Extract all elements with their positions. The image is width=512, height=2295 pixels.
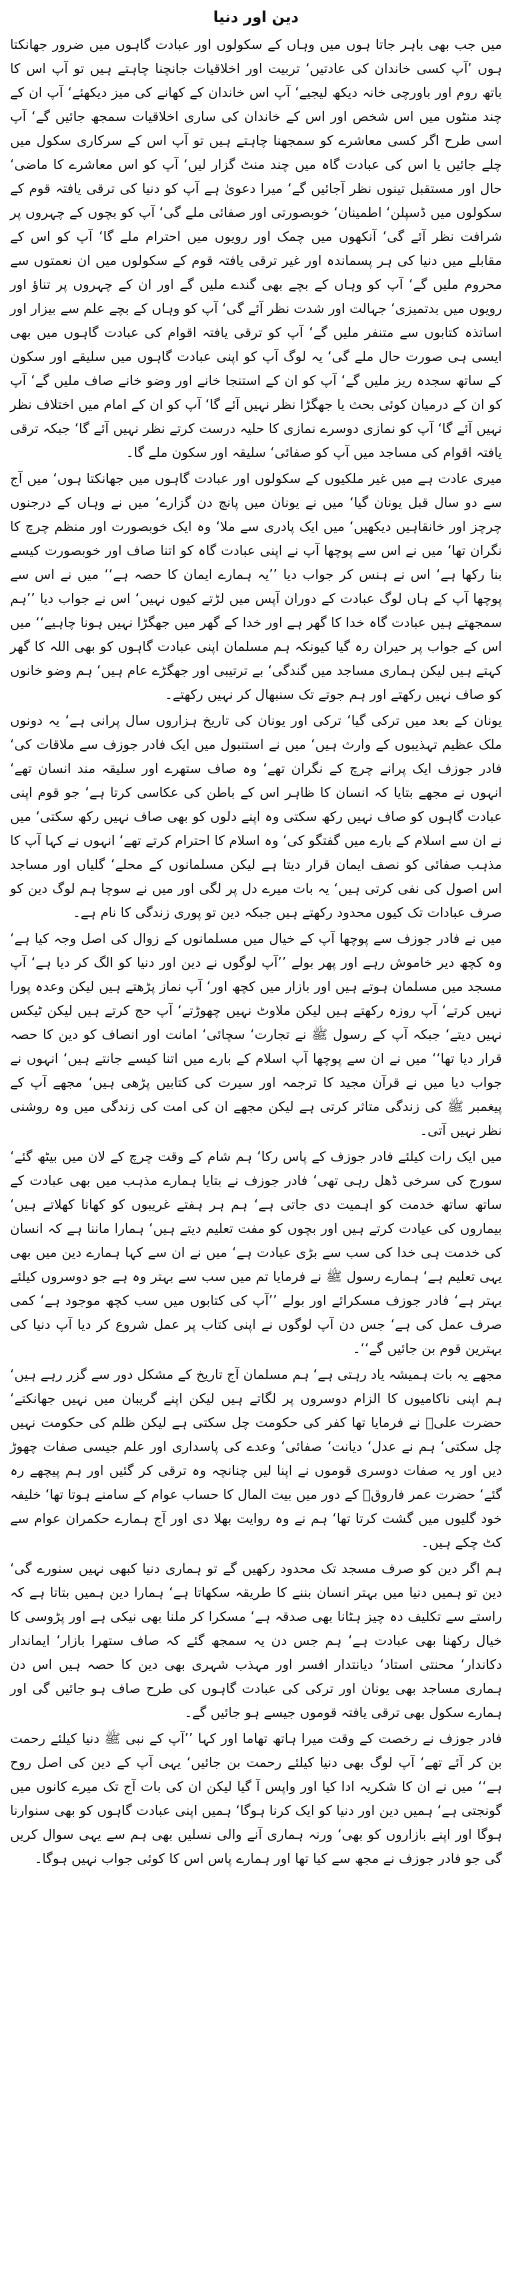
article-paragraph: مجھے یہ بات ہمیشہ یاد رہتی ہے‘ ہم مسلمان آج تاریخ کے مشکل دور سے گزر رہے ہیں‘ ہم اپنی ناکامیوں کا الزام دوسروں پر لگاتے ہیں لیکن اپنے گریبان میں نہیں جھانکتے‘ حضرت علیؓ نے فرمایا تھا کفر کی حکومت چل سکتی ہے لیکن ظلم کی حکومت نہیں چل سکتی‘ ہم نے عدل‘ دیانت‘ صفائی‘ وعدے کی پاسداری اور علم جیسی صفات چھوڑ دیں اور یہ صفات دوسری قوموں نے اپنا لیں چنانچہ وہ ترقی کر گئیں اور ہم پیچھے رہ گئے‘ حضرت عمر فاروقؓ کے دور میں بیت المال کا حساب عوام کے سامنے ہوتا تھا‘ خلیفہ خود گلیوں میں گشت کرتا تھا‘ ہم نے وہ روایت بھلا دی اور آج ہمارے حکمران عوام سے کٹ چکے ہیں۔ (10, 1368, 502, 1551)
article-paragraph: فادر جوزف نے رخصت کے وقت میرا ہاتھ تھاما اور کہا ’’آپ کے نبی ﷺ دنیا کیلئے رحمت بن کر آئے تھے‘ آپ لوگ بھی دنیا کیلئے رحمت بن جائیں‘ یہی آپ کے دین کی اصل روح ہے‘‘ میں نے ان کا شکریہ ادا کیا اور واپس آ گیا لیکن ان کی بات آج تک میرے کانوں میں گونجتی ہے‘ ہمیں دین اور دنیا کو ایک کرنا ہوگا‘ ہمیں اپنی عبادت گاہوں کو بھی سنوارنا ہوگا اور اپنے بازاروں کو بھی‘ ورنہ ہماری آنے والی نسلیں بھی ہم سے یہی سوال کریں گی جو فادر جوزف نے مجھ سے کیا تھا اور ہمارے پاس اس کا کوئی جواب نہیں ہوگا۔ (10, 1732, 502, 1867)
article-paragraph: میں نے فادر جوزف سے پوچھا آپ کے خیال میں مسلمانوں کے زوال کی اصل وجہ کیا ہے‘ وہ کچھ دیر خاموش رہے اور پھر بولے ’’آپ لوگوں نے دین اور دنیا کو الگ کر دیا ہے‘ آپ مسجد میں مسلمان ہوتے ہیں اور بازار میں کچھ اور‘ آپ نماز پڑھتے ہیں لیکن وعدہ پورا نہیں کرتے‘ آپ روزہ رکھتے ہیں لیکن ملاوٹ نہیں چھوڑتے‘ آپ حج کرتے ہیں لیکن ٹیکس نہیں دیتے‘ جبکہ آپ کے رسول ﷺ نے تجارت‘ سچائی‘ امانت اور انصاف کو دین کا حصہ قرار دیا تھا‘‘ میں نے ان سے پوچھا آپ اسلام کے بارے میں اتنا کیسے جانتے ہیں‘ انہوں نے جواب دیا میں نے قرآن مجید کا ترجمہ اور سیرت کی کتابیں پڑھی ہیں‘ مجھے آپ کے پیغمبر ﷺ کی زندگی متاثر کرتی ہے لیکن مجھے ان کی امت کی زندگی میں وہ روشنی نظر نہیں آتی۔ (10, 932, 502, 1139)
article-paragraph: میری عادت ہے میں غیر ملکیوں کے سکولوں اور عبادت گاہوں میں جھانکتا ہوں‘ میں آج سے دو سال قبل یونان گیا‘ میں نے یونان میں پانچ دن گزارے‘ میں نے وہاں کے درجنوں چرچز اور خانقاہیں دیکھیں‘ میں ایک پادری سے ملا‘ وہ ایک خوبصورت اور منظم چرچ کا نگران تھا‘ میں نے اس سے پوچھا آپ نے اپنی عبادت گاہ کو اتنا صاف اور خوبصورت کیسے بنا رکھا ہے‘ اس نے ہنس کر جواب دیا ’’یہ ہمارے ایمان کا حصہ ہے‘‘ میں نے اس سے پوچھا آپ کے ہاں لوگ عبادت کے دوران آپس میں لڑتے کیوں نہیں‘ اس نے جواب دیا ’’ہم سمجھتے ہیں عبادت گاہ خدا کا گھر ہے اور خدا کے گھر میں جھگڑا نہیں ہونا چاہیے‘‘ میں اس کے جواب پر حیران رہ گیا کیونکہ ہم مسلمان اپنی عبادت گاہوں کو بھی اللہ کا گھر کہتے ہیں لیکن ہماری مساجد میں گندگی‘ بے ترتیبی اور جھگڑے عام ہیں‘ ہم وضو خانوں کو صاف نہیں رکھتے اور ہم جوتے تک سنبھال کر نہیں رکھتے۔ (10, 472, 502, 703)
article-paragraph: میں ایک رات کیلئے فادر جوزف کے پاس رکا‘ ہم شام کے وقت چرچ کے لان میں بیٹھ گئے‘ سورج کی سرخی ڈھل رہی تھی‘ فادر جوزف نے بتایا ہمارے مذہب میں بھی عبادت کے ساتھ ساتھ خدمت کو اہمیت دی جاتی ہے‘ ہم ہر ہفتے غریبوں کو کھانا کھلاتے ہیں‘ بیماروں کی عیادت کرتے ہیں اور بچوں کو مفت تعلیم دیتے ہیں‘ ہمارا ماننا ہے کہ انسان کی خدمت ہی خدا کی سب سے بڑی عبادت ہے‘ میں نے ان سے کہا ہمارے دین میں بھی یہی تعلیم ہے‘ ہمارے رسول ﷺ نے فرمایا تم میں سب سے بہتر وہ ہے جو دوسروں کیلئے بہتر ہے‘ فادر جوزف مسکرائے اور بولے ’’آپ کی کتابوں میں سب کچھ موجود ہے‘ کمی صرف عمل کی ہے‘ جس دن آپ لوگوں نے اپنی کتاب پر عمل شروع کر دیا آپ دنیا کی بہترین قوم بن جائیں گے‘‘۔ (10, 1150, 502, 1357)
article-paragraph: میں جب بھی باہر جاتا ہوں میں وہاں کے سکولوں اور عبادت گاہوں میں ضرور جھانکتا ہوں ’آپ کسی خاندان کی عادتیں‘ تربیت اور اخلاقیات جانچنا چاہتے ہیں تو آپ اس کا باتھ روم اور باورچی خانہ دیکھ لیجیے‘ آپ اس خاندان کے کھانے کی میز دیکھئے‘ آپ ان کے چند منٹوں میں اس شخص اور اس کے خاندان کی ساری اخلاقیات سمجھ جائیں گے‘ آپ اسی طرح اگر کسی معاشرے کو سمجھنا چاہتے ہیں تو آپ اس کے سرکاری سکول میں چلے جائیں یا اس کی عبادت گاہ میں چند منٹ گزار لیں‘ آپ کو اس معاشرے کا ماضی‘ حال اور مستقبل تینوں نظر آجائیں گے‘ میرا دعویٰ ہے آپ کو دنیا کی ترقی یافتہ قوم کے سکولوں میں ڈسپلن‘ اطمینان‘ خوبصورتی اور صفائی ملے گی‘ آپ کو بچوں کے چہروں پر شرافت نظر آئے گی‘ آنکھوں میں چمک اور رویوں میں احترام ملے گا‘ آپ کو اس کے مقابلے میں دنیا کی ہر پسماندہ اور غیر ترقی یافتہ قوم کے سکولوں میں ان نعمتوں سے محروم ملیں گے‘ آپ کو وہاں کے بچے بھی گندے ملیں گے اور ان کے چہروں پر تناؤ اور رویوں میں بدتمیزی‘ جہالت اور شدت نظر آئے گی‘ آپ کو وہاں کے بچے علم سے بیزار اور اساتذہ کتابوں سے متنفر ملیں گے‘ آپ کو ترقی یافتہ اقوام کی عبادت گاہوں میں بھی ایسی ہی صورت حال ملے گی‘ یہ لوگ آپ کو اپنی عبادت گاہوں میں سلیقے اور سکون کے ساتھ سجدہ ریز ملیں گے‘ آپ کو ان کے استنجا خانے اور وضو خانے صاف ملیں گے‘ آپ کو ان کے درمیان کوئی بحث یا جھگڑا نظر نہیں آئے گا‘ آپ کو ان کے امام میں اختلاف نظر نہیں آئے گا‘ آپ کو نمازی دوسرے نمازی کا حلیہ درست کرتے نظر نہیں آئے گا‘ جبکہ ترقی یافتہ اقوام کی مساجد میں آپ کو صفائی‘ سلیقہ اور سکون ملے گا۔ (10, 38, 502, 461)
article-title: دین اور دنیا (213, 8, 299, 26)
article-body (10, 34, 502, 1872)
article-paragraph: یونان کے بعد میں ترکی گیا‘ ترکی اور یونان کی تاریخ ہزاروں سال پرانی ہے‘ یہ دونوں ملک عظیم تہذیبوں کے وارث ہیں‘ میں نے استنبول میں ایک فادر جوزف سے ملاقات کی‘ فادر جوزف ایک پرانے چرچ کے نگران تھے‘ وہ صاف ستھرے اور سلیقہ مند انسان تھے‘ انہوں نے مجھے بتایا کہ انسان کا ظاہر اس کے باطن کی عکاسی کرتا ہے‘ جو قوم اپنی عبادت گاہوں کو صاف نہیں رکھ سکتی وہ اپنے دلوں کو بھی صاف نہیں رکھ سکتی‘ میں نے ان سے اسلام کے بارے میں گفتگو کی‘ وہ اسلام کا احترام کرتے تھے‘ انہوں نے کہا آپ کا مذہب صفائی کو نصف ایمان قرار دیتا ہے لیکن مسلمانوں کے محلے‘ گلیاں اور مساجد اس اصول کی نفی کرتی ہیں‘ یہ بات میرے دل پر لگی اور میں نے سوچا ہم لوگ دین کو صرف عبادات تک کیوں محدود رکھتے ہیں جبکہ دین تو پوری زندگی کا نام ہے۔ (10, 714, 502, 921)
article-paragraph: ہم اگر دین کو صرف مسجد تک محدود رکھیں گے تو ہماری دنیا کبھی نہیں سنورے گی‘ دین تو ہمیں دنیا میں بہتر انسان بننے کا طریقہ سکھاتا ہے‘ ہمارا دین ہمیں بتاتا ہے کہ راستے سے تکلیف دہ چیز ہٹانا بھی صدقہ ہے‘ مسکرا کر ملنا بھی نیکی ہے اور پڑوسی کا خیال رکھنا بھی عبادت ہے‘ ہم جس دن یہ سمجھ گئے کہ صاف ستھرا بازار‘ ایماندار دکاندار‘ محنتی استاد‘ دیانتدار افسر اور مہذب شہری بھی دین کا حصہ ہیں اس دن ہماری مساجد بھی یونان اور ترکی کی عبادت گاہوں کی طرح صاف ہو جائیں گی اور ہمارے سکول بھی ترقی یافتہ قوموں جیسے ہو جائیں گے۔ (10, 1562, 502, 1721)
